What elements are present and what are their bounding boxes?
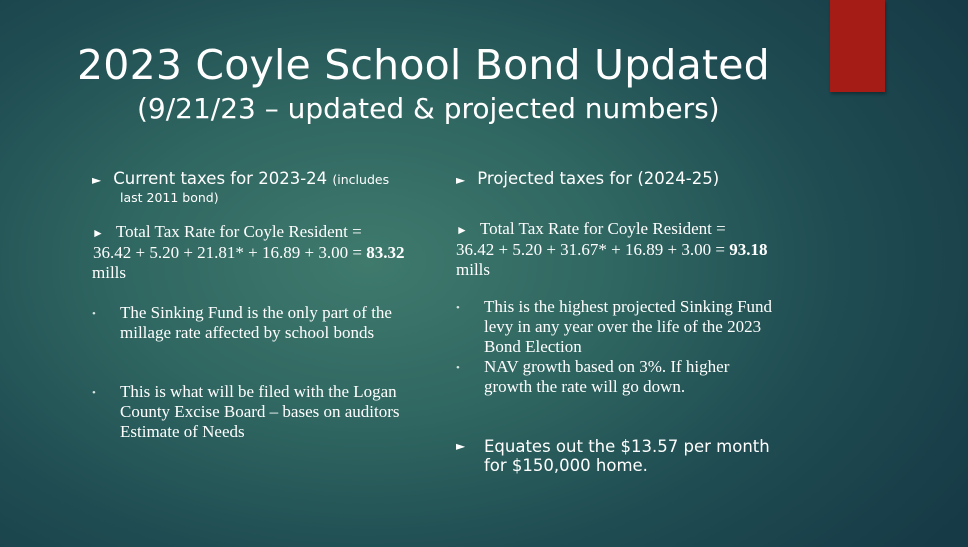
left-rate-formula: 36.42 + 5.20 + 21.81* + 16.89 + 3.00 = [93,243,362,262]
left-bullet-2-text: This is what will be filed with the Logan County Excise Board – bases on auditors Estimate of Needs [120,382,400,441]
left-bullet-1-text: The Sinking Fund is the only part of the millage rate affected by school bonds [120,303,392,342]
right-rate-formula: 36.42 + 5.20 + 31.67* + 16.89 + 3.00 = [456,240,725,259]
arrow-bullet-icon: ► [92,226,104,240]
arrow-bullet-icon: ► [456,173,466,187]
left-heading [92,169,437,206]
dot-bullet-icon: • [456,362,460,374]
right-heading [456,169,806,190]
left-rate-unit: mills [92,263,127,282]
right-rate-unit: mills [456,260,491,279]
right-bullet-2 [456,357,806,397]
left-rate-total: 83.32 [366,243,405,262]
slide-subtitle: (9/21/23 – updated & projected numbers) [137,92,720,125]
right-equates-text: Equates out the $13.57 per month for $150,000 home. [484,437,770,475]
dot-bullet-icon: • [456,302,460,314]
right-rate-total: 93.18 [729,240,768,259]
right-heading-main: Projected taxes for (2024-25) [477,169,720,188]
left-rate-line1: Total Tax Rate for Coyle Resident = [115,222,362,241]
right-bullet-2-text: NAV growth based on 3%. If higher growth the rate will go down. [484,357,730,396]
left-bullet-2 [92,382,437,442]
arrow-bullet-icon: ► [92,173,102,187]
arrow-bullet-icon: ► [456,223,468,237]
right-bullet-1 [456,297,806,357]
arrow-bullet-icon: ► [456,439,466,453]
right-rate-line1: Total Tax Rate for Coyle Resident = [479,219,726,238]
dot-bullet-icon: • [92,387,96,399]
left-heading-note-cont: last 2011 bond) [120,190,219,205]
right-bullet-1-text: This is the highest projected Sinking Fund levy in any year over the life of the 2023 Bond Election [484,297,773,356]
left-heading-main: Current taxes for 2023-24 [113,169,328,188]
left-rate [92,222,437,283]
red-accent-bar [830,0,885,92]
slide-title: 2023 Coyle School Bond Updated [77,41,770,89]
dot-bullet-icon: • [92,308,96,320]
left-bullet-1 [92,303,437,343]
right-equates [456,437,806,475]
right-rate [456,219,806,280]
left-heading-note: (includes [332,172,390,187]
